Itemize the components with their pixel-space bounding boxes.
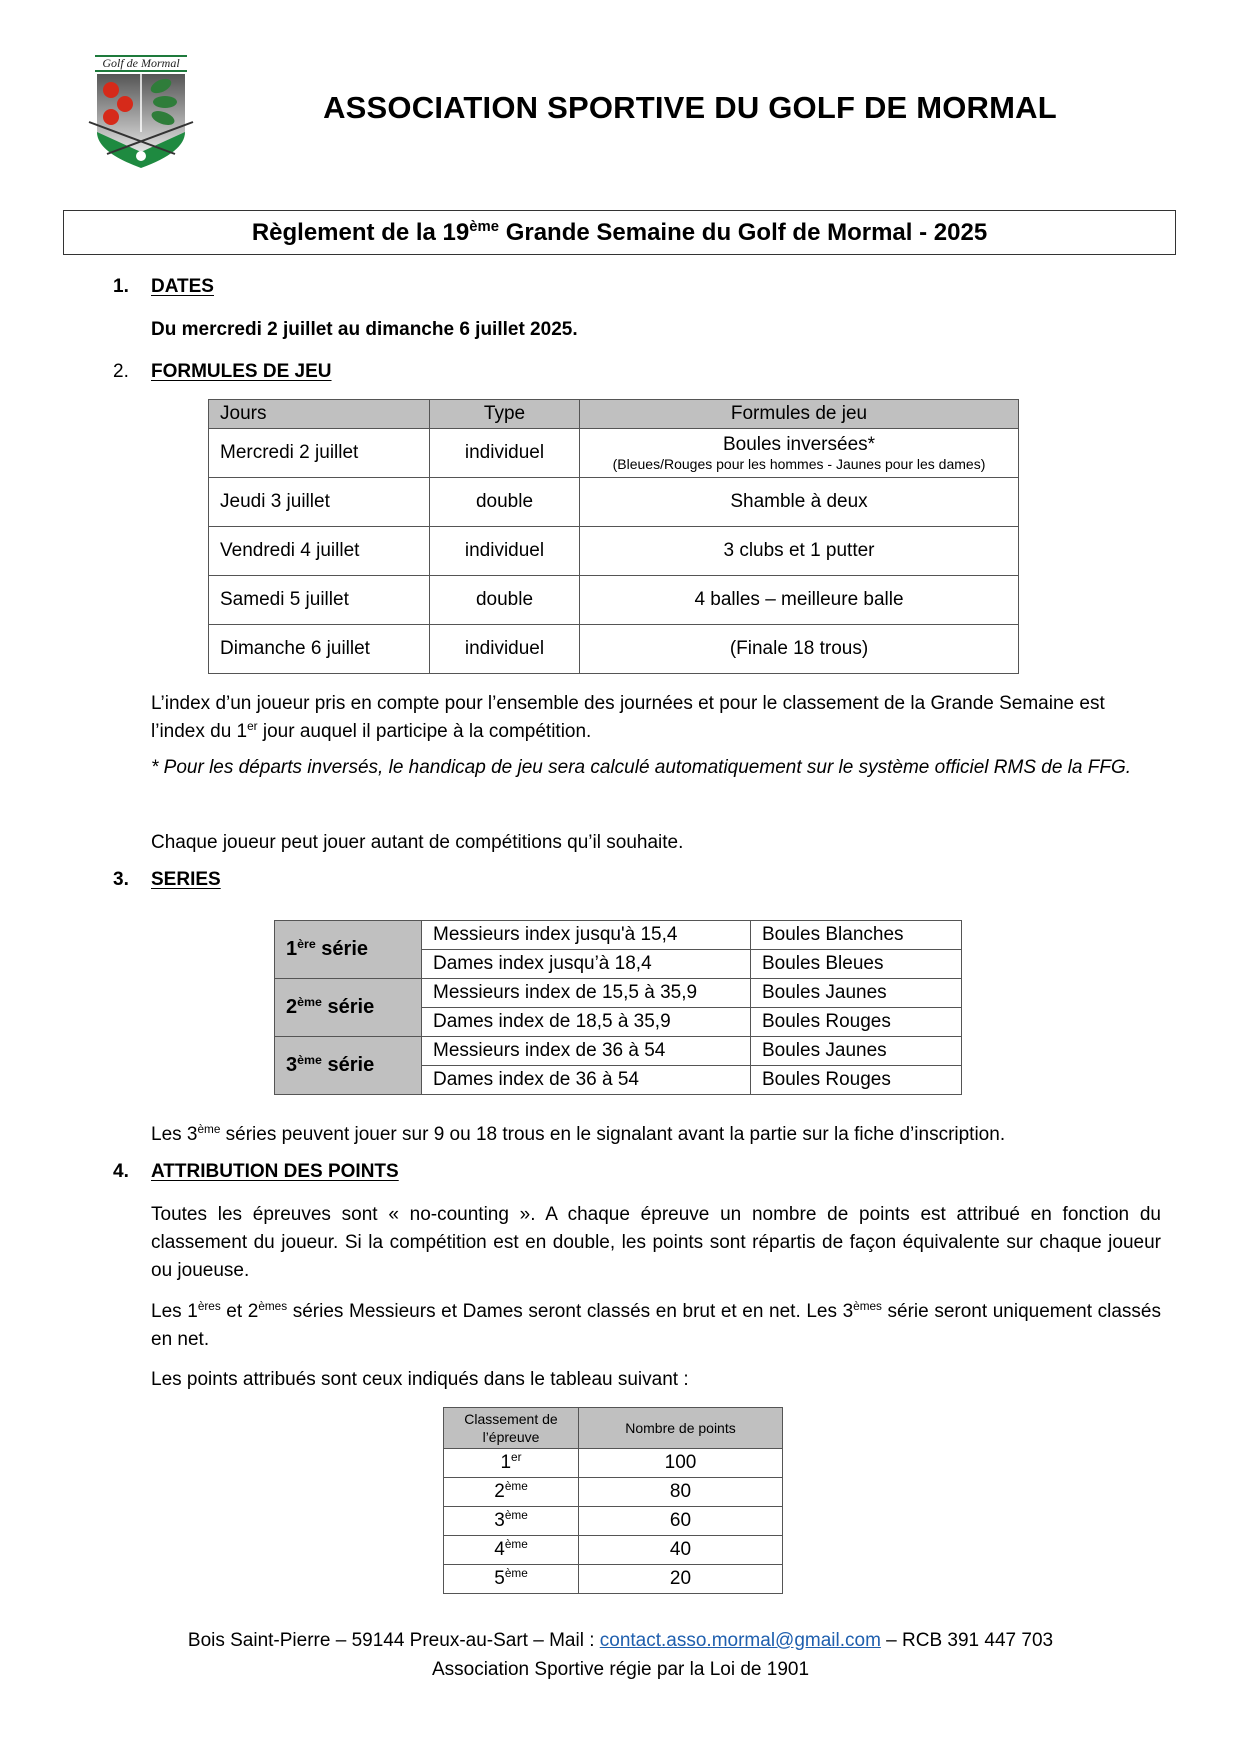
footer-address: Bois Saint-Pierre – 59144 Preux-au-Sart – Mail : contact.asso.mormal@gmail.com – RCB 391 447 703 bbox=[187, 1630, 1054, 1651]
table-row bbox=[275, 1037, 962, 1066]
day-cell: Vendredi 4 juillet bbox=[209, 527, 430, 576]
formula-cell bbox=[580, 429, 1019, 478]
table-row bbox=[209, 429, 1019, 478]
series-table bbox=[274, 920, 962, 1095]
section-3-number: 3. bbox=[113, 869, 129, 890]
tees-cell: Boules Jaunes bbox=[751, 979, 962, 1008]
table-row bbox=[444, 1449, 783, 1478]
reversed-tees-note: * Pour les départs inversés, le handicap de jeu sera calculé automatiquement sur le système officiel RMS de la FFG. bbox=[151, 757, 1132, 778]
rank-cell: 2ème bbox=[444, 1478, 579, 1507]
serie-label: 1ère série bbox=[275, 921, 422, 979]
table-header-row bbox=[444, 1408, 783, 1449]
table-row bbox=[275, 979, 962, 1008]
points-cell: 80 bbox=[579, 1478, 783, 1507]
type-cell: individuel bbox=[430, 625, 580, 674]
formules-table bbox=[208, 399, 1019, 674]
header-type: Type bbox=[430, 400, 580, 429]
section-4-number: 4. bbox=[113, 1161, 129, 1182]
type-cell: individuel bbox=[430, 527, 580, 576]
table-row bbox=[444, 1536, 783, 1565]
series-paragraph: Les 3ème séries peuvent jouer sur 9 ou 18 trous en le signalant avant la partie sur la fiche d’inscription. bbox=[151, 1122, 1006, 1145]
serie-label: 2ème série bbox=[275, 979, 422, 1037]
tees-cell: Boules Jaunes bbox=[751, 1037, 962, 1066]
table-row bbox=[209, 478, 1019, 527]
section-1-number: 1. bbox=[113, 276, 129, 297]
rank-cell: 5ème bbox=[444, 1565, 579, 1594]
criteria-cell: Messieurs index de 15,5 à 35,9 bbox=[422, 979, 751, 1008]
table-row bbox=[209, 527, 1019, 576]
points-intro-text: Les points attribués sont ceux indiqués dans le tableau suivant : bbox=[151, 1369, 689, 1390]
points-cell: 100 bbox=[579, 1449, 783, 1478]
index-paragraph: L’index d’un joueur pris en compte pour l’ensemble des journées et pour le classement de la Grande Semaine est l’index du 1er jour auquel il participe à la compétition. bbox=[151, 693, 1105, 742]
chaque-joueur-text: Chaque joueur peut jouer autant de compétitions qu’il souhaite. bbox=[151, 832, 684, 853]
tees-cell: Boules Rouges bbox=[751, 1066, 962, 1095]
section-series-title: SERIES bbox=[151, 869, 221, 890]
criteria-cell: Dames index de 36 à 54 bbox=[422, 1066, 751, 1095]
table-row bbox=[444, 1565, 783, 1594]
tees-cell: Boules Blanches bbox=[751, 921, 962, 950]
section-formules-title: FORMULES DE JEU bbox=[151, 361, 332, 382]
type-cell: individuel bbox=[430, 429, 580, 478]
header-formules: Formules de jeu bbox=[580, 400, 1019, 429]
rank-cell: 1er bbox=[444, 1449, 579, 1478]
classement-paragraph: Les 1ères et 2èmes séries Messieurs et Dames seront classés en brut et en net. Les 3èmes série seront uniquement classés en net. bbox=[151, 1299, 1161, 1350]
criteria-cell: Dames index jusqu’à 18,4 bbox=[422, 950, 751, 979]
no-counting-paragraph: Toutes les épreuves sont « no-counting ». A chaque épreuve un nombre de points est attribué en fonction du classement du joueur. Si la compétition est en double, les points sont répartis de façon équivalente sur chaque joueur ou joueuse. bbox=[151, 1204, 1161, 1281]
criteria-cell: Messieurs index de 36 à 54 bbox=[422, 1037, 751, 1066]
points-table bbox=[443, 1407, 783, 1594]
formula-text: Boules inversées* bbox=[722, 434, 876, 455]
rank-cell: 3ème bbox=[444, 1507, 579, 1536]
association-title: ASSOCIATION SPORTIVE DU GOLF DE MORMAL bbox=[323, 90, 1057, 125]
day-cell: Mercredi 2 juillet bbox=[209, 429, 430, 478]
header-points: Nombre de points bbox=[579, 1408, 783, 1449]
rank-cell: 4ème bbox=[444, 1536, 579, 1565]
day-cell: Dimanche 6 juillet bbox=[209, 625, 430, 674]
section-points-title: ATTRIBUTION DES POINTS bbox=[151, 1161, 399, 1182]
logo-text: Golf de Mormal bbox=[102, 56, 180, 70]
day-cell: Jeudi 3 juillet bbox=[209, 478, 430, 527]
section-2-number: 2. bbox=[113, 361, 129, 382]
header-jours: Jours bbox=[209, 400, 430, 429]
table-row bbox=[444, 1507, 783, 1536]
golf-de-mormal-logo bbox=[85, 52, 197, 170]
points-cell: 20 bbox=[579, 1565, 783, 1594]
tees-cell: Boules Rouges bbox=[751, 1008, 962, 1037]
table-row bbox=[275, 921, 962, 950]
points-cell: 40 bbox=[579, 1536, 783, 1565]
formula-cell: Shamble à deux bbox=[580, 478, 1019, 527]
serie-label: 3ème série bbox=[275, 1037, 422, 1095]
criteria-cell: Messieurs index jusqu'à 15,4 bbox=[422, 921, 751, 950]
footer-legal: Association Sportive régie par la Loi de 1901 bbox=[431, 1659, 810, 1680]
table-row bbox=[444, 1478, 783, 1507]
email-link[interactable]: contact.asso.mormal@gmail.com bbox=[599, 1630, 881, 1651]
table-row bbox=[209, 625, 1019, 674]
header-classement: Classement de l’épreuve bbox=[444, 1408, 579, 1449]
table-row bbox=[209, 576, 1019, 625]
points-cell: 60 bbox=[579, 1507, 783, 1536]
formula-cell: 4 balles – meilleure balle bbox=[580, 576, 1019, 625]
criteria-cell: Dames index de 18,5 à 35,9 bbox=[422, 1008, 751, 1037]
section-dates-title: DATES bbox=[151, 276, 214, 297]
formula-cell: 3 clubs et 1 putter bbox=[580, 527, 1019, 576]
rule-title-box bbox=[63, 210, 1176, 255]
tees-cell: Boules Bleues bbox=[751, 950, 962, 979]
rule-title: Règlement de la 19ème Grande Semaine du Golf de Mormal - 2025 bbox=[251, 218, 988, 246]
formula-note: (Bleues/Rouges pour les hommes - Jaunes pour les dames) bbox=[612, 456, 986, 472]
type-cell: double bbox=[430, 576, 580, 625]
table-header-row bbox=[209, 400, 1019, 429]
type-cell: double bbox=[430, 478, 580, 527]
day-cell: Samedi 5 juillet bbox=[209, 576, 430, 625]
formula-cell: (Finale 18 trous) bbox=[580, 625, 1019, 674]
dates-text: Du mercredi 2 juillet au dimanche 6 juillet 2025. bbox=[151, 319, 578, 340]
